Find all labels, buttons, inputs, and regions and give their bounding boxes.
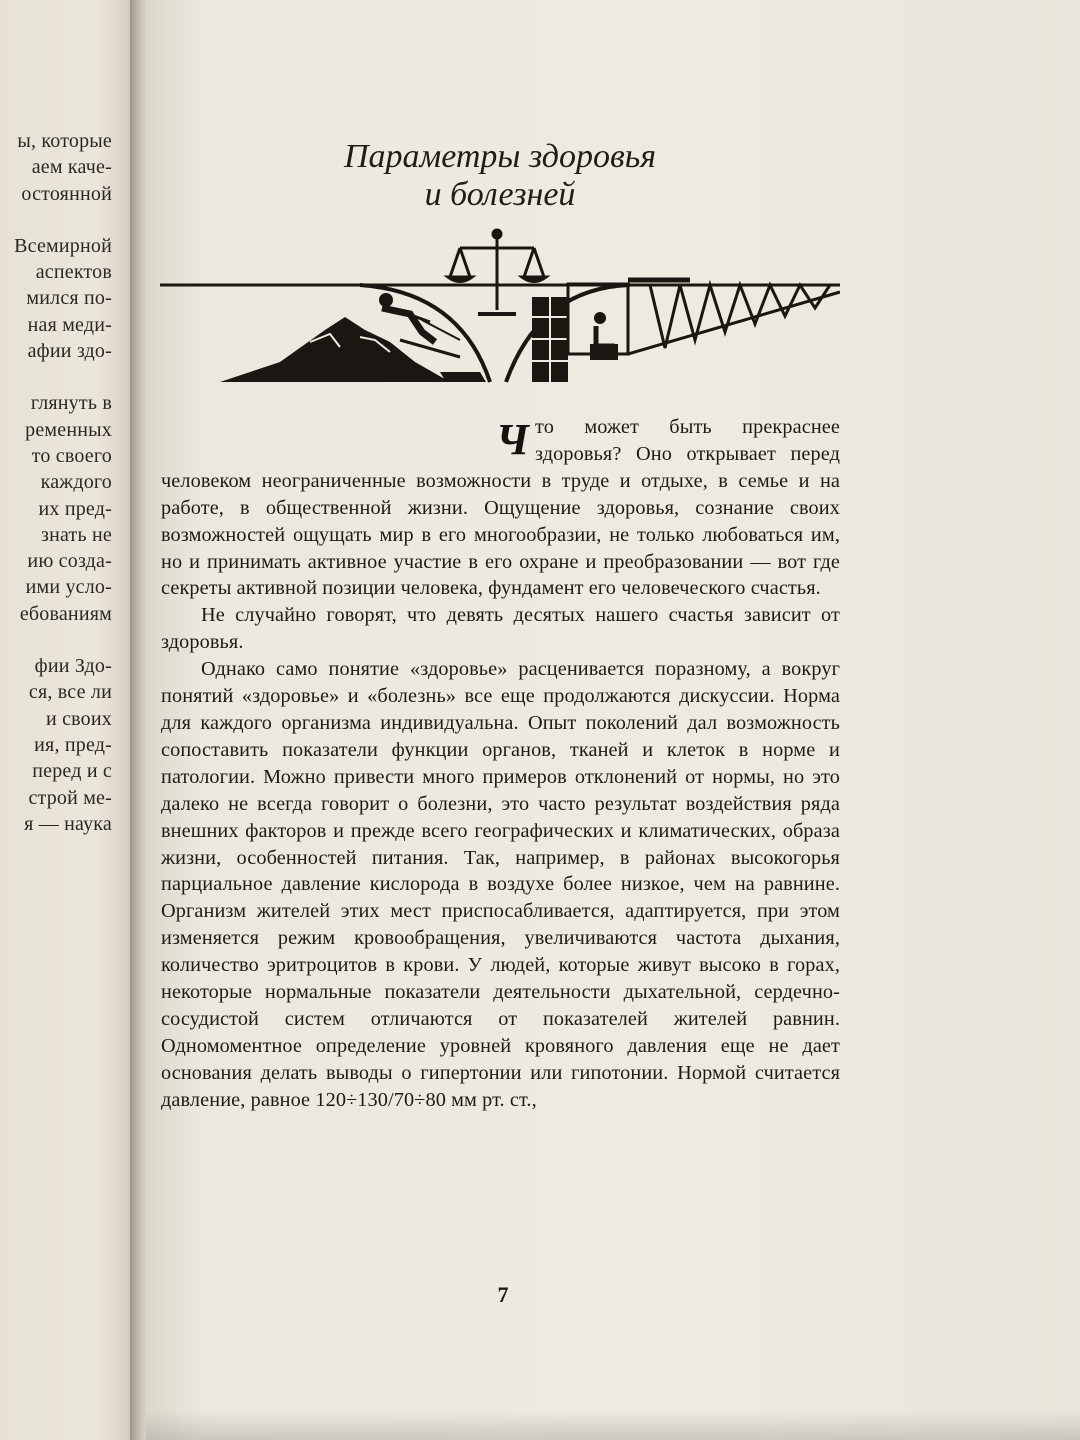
left-line: ию созда- (27, 550, 112, 573)
left-line: то своего (31, 444, 112, 467)
chapter-illustration (160, 222, 840, 392)
paragraph-3: Однако само понятие «здоровье» расценивается поразному, а вокруг понятий «здоровье» и «болезнь» все еще продолжаются дискуссии. Норма для каждого организма индивидуальна. Опыт поколений дал возможность сопоставить показатели функции органов, тканей и клеток в норме и патологии. Можно привести много примеров отклонений от нормы, но это далеко не всегда говорит о болезни, это часто результат воздействия ряда внешних факторов и прежде всего географических и климатических, образа жизни, особенностей питания. Так, например, в районах высокогорья парциальное давление кислорода в воздухе более низкое, чем на равнине. Организм жителей этих мест приспосабливается, адаптируется, при этом изменяется режим кровообращения, увеличиваются частота дыхания, количество эритроцитов в крови. У людей, которые живут высоко в горах, некоторые нормальные показатели деятельности дыхательной, сердечно-сосудистой систем отличаются от показателей жителей равнин. Одномоментное определение уровней кровяного давления еще не дает основания делать выводы о гипертонии или гипотонии. Нормой считается давление, равное 120÷130/70÷80 мм рт. ст., (161, 658, 840, 1111)
left-line: ся, все ли (28, 681, 112, 704)
left-line: фии Здо- (34, 655, 112, 678)
scales-icon (448, 230, 546, 314)
left-line: ы, которые (17, 130, 112, 152)
left-line: аспектов (35, 261, 112, 284)
left-line: ная меди- (27, 313, 112, 336)
left-line: ременных (25, 418, 112, 441)
left-line: аем каче- (31, 156, 112, 179)
page-number: 7 (497, 1282, 509, 1307)
left-line: знать не (40, 523, 112, 546)
left-line-gap (0, 207, 112, 233)
mountain-skier-icon (220, 293, 486, 382)
drop-cap: Ч (496, 415, 530, 464)
left-line-gap (0, 364, 112, 390)
chapter-title (160, 138, 840, 214)
chapter-title-line-1: Параметры здоровья (343, 138, 657, 175)
left-line: каждого (40, 471, 112, 494)
left-line-gap (0, 627, 112, 653)
left-line: Всемирной (14, 234, 112, 257)
left-line: афии здо- (27, 340, 112, 363)
paragraph-1-text: то может быть прекраснее здоровья? Оно открывает перед человеком неограниченные возможности в труде и отдыхе, в семье и на работе, в общественной жизни. Ощущение здоровья, сознание своих возможностей ощущать мир в его многообразии, не только любоваться им, но и принимать активное участие в его охране и преобразовании — вот где секреты активной позиции человека, фундамент его человеческого счастья. (161, 416, 840, 600)
paragraph-2: Не случайно говорят, что девять десятых нашего счастья зависит от здоровья. (161, 604, 840, 654)
left-line: я — наука (24, 812, 112, 835)
body-text (161, 414, 840, 1114)
left-line: мился по- (26, 287, 112, 310)
left-line: строй ме- (28, 786, 112, 809)
left-line: ия, пред- (34, 733, 112, 756)
left-page-text (0, 128, 112, 837)
left-line: и своих (46, 707, 112, 730)
paragraph-1 (161, 414, 840, 602)
left-line: ими усло- (25, 576, 112, 599)
page-shadow (146, 1410, 1080, 1440)
left-page (0, 0, 138, 1440)
chapter-title-line-2: и болезней (424, 176, 576, 213)
left-line: перед и с (32, 760, 112, 783)
left-line: глянуть в (30, 392, 112, 415)
left-line: их пред- (38, 497, 112, 520)
left-line: ебованиям (19, 602, 112, 625)
left-line: остоянной (21, 182, 112, 205)
